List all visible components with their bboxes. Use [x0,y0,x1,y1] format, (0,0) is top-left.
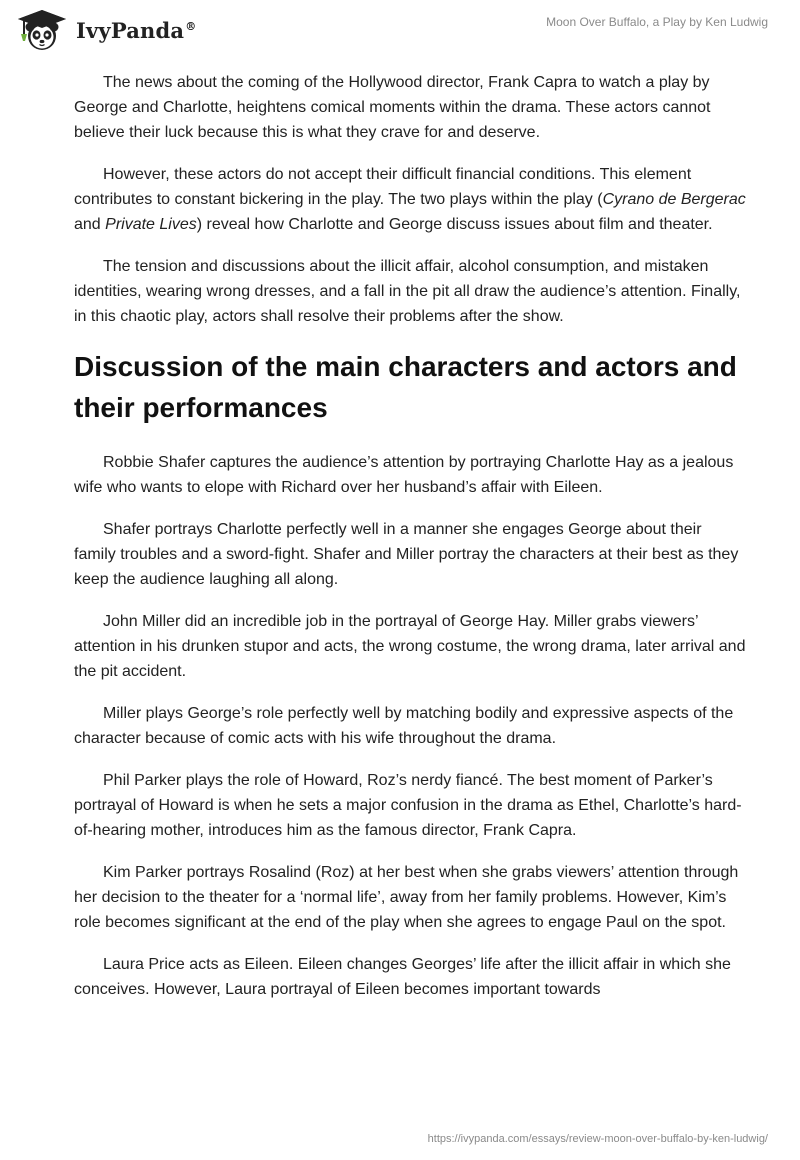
paragraph [74,254,746,329]
panda-graduation-cap-icon [14,8,70,52]
paragraph: Miller plays George’s role perfectly well by matching bodily and expressive aspects of the character because of comic acts with his wife throughout the drama. [74,705,734,747]
paragraph: Laura Price acts as Eileen. Eileen changes Georges’ life after the illicit affair in which she conceives. However, Laura portrayal of Eileen becomes important towards [74,956,731,998]
play-title-italic: Cyrano de Bergerac [602,191,746,208]
paragraph-text: The news about the coming of the Hollywood director, Frank Capra to watch a play by George and Charlotte, heightens comical moments within the drama. These actors cannot believe their luck because this is what they crave for and deserve. [74,74,711,141]
page-header [0,0,800,64]
play-title-italic: Private Lives [105,216,197,233]
article-body [74,70,746,1019]
paragraph: Phil Parker plays the role of Howard, Roz’s nerdy fiancé. The best moment of Parker’s portrayal of Howard is when he sets a major confusion in the drama as Ethel, Charlotte’s hard-of-hearing mother, introduces him as the famous director, Frank Capra. [74,772,742,839]
brand-logo[interactable] [14,8,196,52]
source-url[interactable]: https://ivypanda.com/essays/review-moon-over-buffalo-by-ken-ludwig/ [427,1133,768,1145]
paragraph [74,70,746,145]
paragraph-text: and [74,216,106,233]
section-heading: Discussion of the main characters and actors and their performances [74,351,737,423]
running-title: Moon Over Buffalo, a Play by Ken Ludwig [546,15,768,29]
paragraph-text: However, these actors do not accept their difficult financial conditions. This element contributes to constant bickering in the play. The two plays within the play ( [74,166,692,208]
paragraph: Robbie Shafer captures the audience’s attention by portraying Charlotte Hay as a jealous wife who wants to elope with Richard over her husband’s affair with Eileen. [74,454,734,496]
paragraph: Kim Parker portrays Rosalind (Roz) at her best when she grabs viewers’ attention through her decision to the theater for a ‘normal life’, away from her family problems. However, Kim’s role becomes significant at the end of the play when she agrees to engage Paul on the spot. [74,864,739,931]
paragraph [74,162,746,237]
paragraph-text: The tension and discussions about the illicit affair, alcohol consumption, and mistaken identities, wearing wrong dresses, and a fall in the pit all draw the audience’s attention. Finally, in this chaotic play, actors shall resolve their problems after the show. [74,258,741,325]
paragraph: John Miller did an incredible job in the portrayal of George Hay. Miller grabs viewers’ attention in his drunken stupor and acts, the wrong costume, the wrong drama, later arrival and the pit accident. [74,613,746,680]
paragraph: Shafer portrays Charlotte perfectly well in a manner she engages George about their family troubles and a sword-fight. Shafer and Miller portray the characters at their best as they keep the audience laughing all along. [74,521,739,588]
brand-name-text: IvyPanda [76,17,185,43]
paragraph-text: ) reveal how Charlotte and George discuss issues about film and theater. [196,216,713,233]
registered-mark: ® [185,19,197,33]
brand-name [76,18,196,43]
